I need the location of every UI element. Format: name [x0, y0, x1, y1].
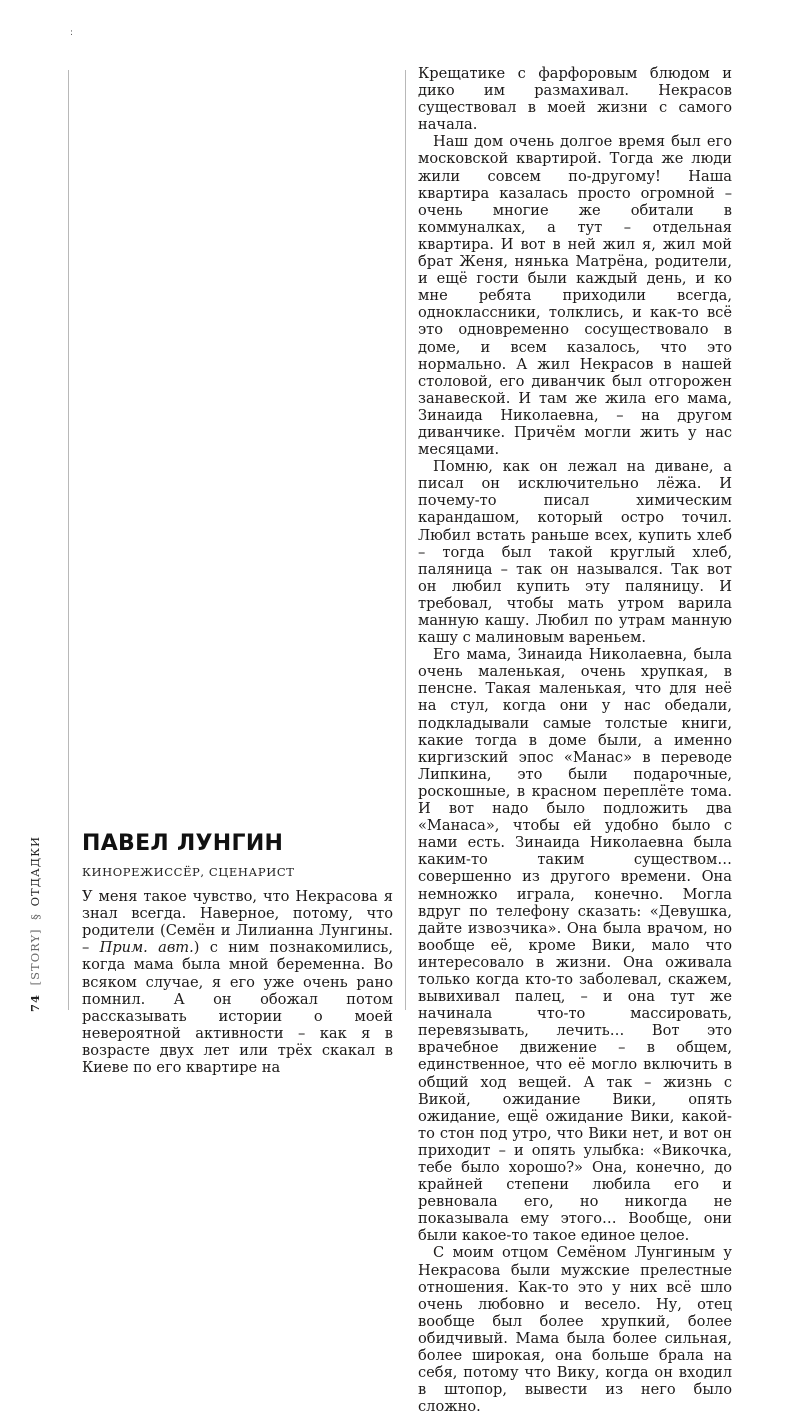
right-column-rule [405, 70, 406, 1010]
article-column [418, 65, 732, 1415]
profile-paragraph [82, 888, 393, 1076]
page-number: 74 [28, 993, 42, 1012]
profile-text-after-note: ) с ним познакомились, когда мама была мной беременна. Во всяком случае, я его уже очень рано помнил. А он обожал потом рассказывать истории о моей невероятной активности – как я в возрасте двух лет или трёх скакал в Киеве по его квартире на [82, 939, 394, 1077]
left-column-rule [68, 70, 69, 1010]
article-paragraph: Помню, как он лежал на диване, а писал он исключительно лёжа. И почему-то писал химическим карандашом, который остро точил. Любил встать раньше всех, купить хлеб – тогда был такой круглый хлеб, паляница – так он назывался. Так вот он любил купить эту паляницу. И требовал, чтобы мать утром варила манную кашу. Любил по утрам манную кашу с малиновым вареньем. [418, 458, 732, 647]
author-note: Прим. авт. [99, 939, 194, 957]
section-mark-icon: § [28, 913, 42, 920]
author-role: КИНОРЕЖИССЁР, СЦЕНАРИСТ [82, 865, 295, 879]
magazine-name: [STORY] [28, 928, 42, 986]
article-paragraph: С моим отцом Семёном Лунгиным у Некрасова были мужские прелестные отношения. Как-то это у них всё шло очень любовно и весело. Ну, отец вообще был более хрупкий, более обидчивый. Мама была более сильная, более широкая, она больше брала на себя, потому что Вику, когда он входил в штопор, вывести из него было сложно. [418, 1244, 732, 1415]
article-continuation: Крещатике с фарфоровым блюдом и дико им размахивал. Некрасов существовал в моей жизни с самого начала. [418, 65, 732, 134]
section-name: ОТДАДКИ [28, 835, 42, 907]
author-name: ПАВЕЛ ЛУНГИН [82, 831, 284, 856]
profile-text-before-note: У меня такое чувство, что Некрасова я знал всегда. Наверное, потому, что родители (Семён и Лилианна Лунгины. – [82, 888, 393, 957]
article-paragraph: Наш дом очень долгое время был его московской квартирой. Тогда же люди жили совсем по-другому! Наша квартира казалась просто огромной – очень многие же обитали в коммуналках, а тут – отдельная квартира. И вот в ней жил я, жил мой брат Женя, нянька Матрёна, родители, и ещё гости были каждый день, и ко мне ребята приходили всегда, одноклассники, толклись, и как-то всё это одновременно сосуществовало в доме, и всем казалось, что это нормально. А жил Некрасов в нашей столовой, его диванчик был отгорожен занавеской. И там же жила его мама, Зинаида Николаевна, – на другом диванчике. Причём могли жить у нас месяцами. [418, 133, 732, 459]
page-folio [28, 836, 42, 1012]
corner-mark: : [70, 28, 74, 38]
article-paragraph: Его мама, Зинаида Николаевна, была очень маленькая, очень хрупкая, в пенсне. Такая маленькая, что для неё на стул, когда они у нас обедали, подкладывали самые толстые книги, какие тогда в доме были, а именно киргизский эпос «Манас» в переводе Липкина, это были подарочные, роскошные, в красном переплёте тома. И вот надо было подложить два «Манаса», чтобы ей удобно было с нами есть. Зинаида Николаевна была каким-то таким существом… совершенно из другого времени. Она немножко играла, конечно. Могла вдруг по телефону сказать: «Девушка, дайте извозчика». Она была врачом, но вообще её, кроме Вики, мало что интересовало в жизни. Она оживала только когда кто-то заболевал, скажем, вывихивал палец, – и она тут же начинала что-то массировать, перевязывать, лечить… Вот это врачебное движение – в общем, единственное, что её могло включить в общий ход вещей. А так – жизнь с Викой, ожидание Вики, опять ожидание, ещё ожидание Вики, какой-то стон под утро, что Вики нет, и вот он приходит – и опять улыбка: «Викочка, тебе было хорошо?» Она, конечно, до крайней степени любила его и ревновала его, но никогда не показывала ему этого… Вообще, они были какое-то такое единое целое. [418, 646, 732, 1245]
profile-column [82, 832, 393, 1076]
